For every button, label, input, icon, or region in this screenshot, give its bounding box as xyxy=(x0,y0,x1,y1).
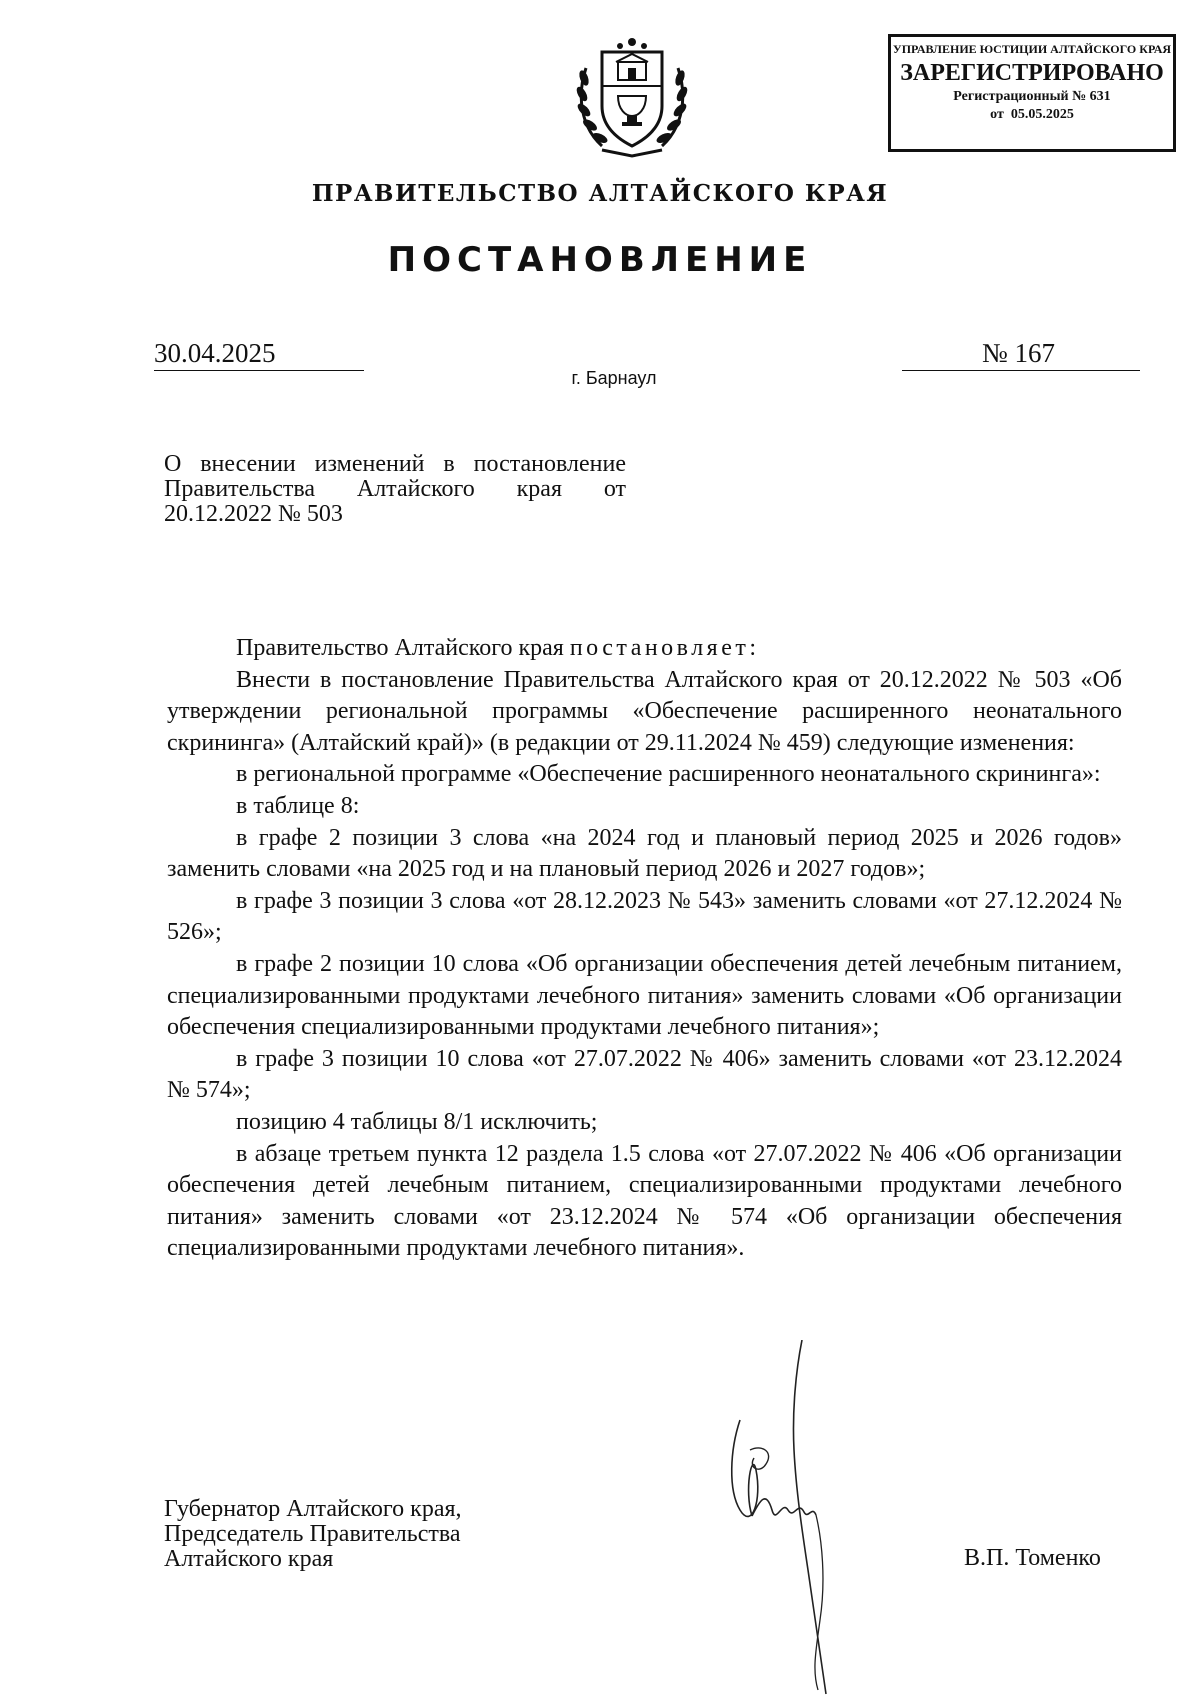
body-paragraph: в региональной программе «Обеспечение расширенного неонатального скрининга»: xyxy=(236,761,1101,788)
document-body xyxy=(167,633,1122,1265)
handwritten-signature-icon xyxy=(700,1340,900,1696)
subject-line: 20.12.2022 № 503 xyxy=(164,501,343,527)
body-paragraph: в таблице 8: xyxy=(236,792,360,819)
stamp-date: от 05.05.2025 xyxy=(990,107,1074,122)
body-paragraph: в графе 2 позиции 3 слова «на 2024 год и плановый период 2025 и 2026 годов» заменить словами «на 2025 год и на плановый период 2026 и 2027 годов»; xyxy=(167,824,1122,883)
document-date: 30.04.2025 xyxy=(154,336,364,371)
signatory-title-line: Губернатор Алтайского края, xyxy=(164,1496,462,1522)
document-subject xyxy=(164,452,626,527)
signatory-name: В.П. Томенко xyxy=(964,1545,1101,1571)
government-title: ПРАВИТЕЛЬСТВО АЛТАЙСКОГО КРАЯ xyxy=(311,180,889,207)
document-city: г. Барнаул xyxy=(571,368,657,388)
document-type: ПОСТАНОВЛЕНИЕ xyxy=(387,240,813,280)
document-number: № 167 xyxy=(902,336,1140,371)
signatory-title xyxy=(164,1497,462,1572)
stamp-status: ЗАРЕГИСТРИРОВАНО xyxy=(900,60,1164,86)
stamp-registration-number: Регистрационный № 631 xyxy=(953,89,1111,104)
body-paragraph: в графе 2 позиции 10 слова «Об организации обеспечения детей лечебным питанием, специализированными продуктами лечебного питания» заменить словами «Об организации обеспечения специализированными продуктами лечебного питания»; xyxy=(167,950,1122,1041)
body-paragraph: в графе 3 позиции 3 слова «от 28.12.2023 № 543» заменить словами «от 27.12.2024 № 526»; xyxy=(167,887,1122,946)
registration-stamp xyxy=(888,34,1176,152)
stamp-authority: УПРАВЛЕНИЕ ЮСТИЦИИ АЛТАЙСКОГО КРАЯ xyxy=(892,42,1172,56)
intro-prefix: Правительство Алтайского края xyxy=(236,635,570,661)
body-paragraph: Внести в постановление Правительства Алтайского края от 20.12.2022 № 503 «Об утверждении региональной программы «Обеспечение расширенного неонатального скрининга» (Алтайский край)» (в редакции от 29.11.2024 № 459) следующие изменения: xyxy=(167,666,1122,756)
body-paragraph: в графе 3 позиции 10 слова «от 27.07.2022 № 406» заменить словами «от 23.12.2024 № 574»; xyxy=(167,1045,1122,1104)
coat-of-arms-icon xyxy=(572,28,692,160)
body-paragraph: в абзаце третьем пункта 12 раздела 1.5 слова «от 27.07.2022 № 406 «Об организации обеспечения детей лечебным питанием, специализированными продуктами лечебного питания» заменить словами «от 23.12.2024 № 574 «Об организации обеспечения специализированными продуктами лечебного питания». xyxy=(167,1140,1122,1262)
body-paragraph: позицию 4 таблицы 8/1 исключить; xyxy=(236,1108,598,1135)
signatory-title-line: Председатель Правительства xyxy=(164,1521,461,1547)
intro-suffix: : xyxy=(749,635,757,661)
body-intro xyxy=(167,633,1122,665)
intro-decree: постановляет xyxy=(569,635,750,661)
subject-line: Правительства Алтайского края от xyxy=(164,476,626,502)
subject-line: О внесении изменений в постановление xyxy=(164,451,626,477)
signatory-title-line: Алтайского края xyxy=(164,1546,334,1572)
